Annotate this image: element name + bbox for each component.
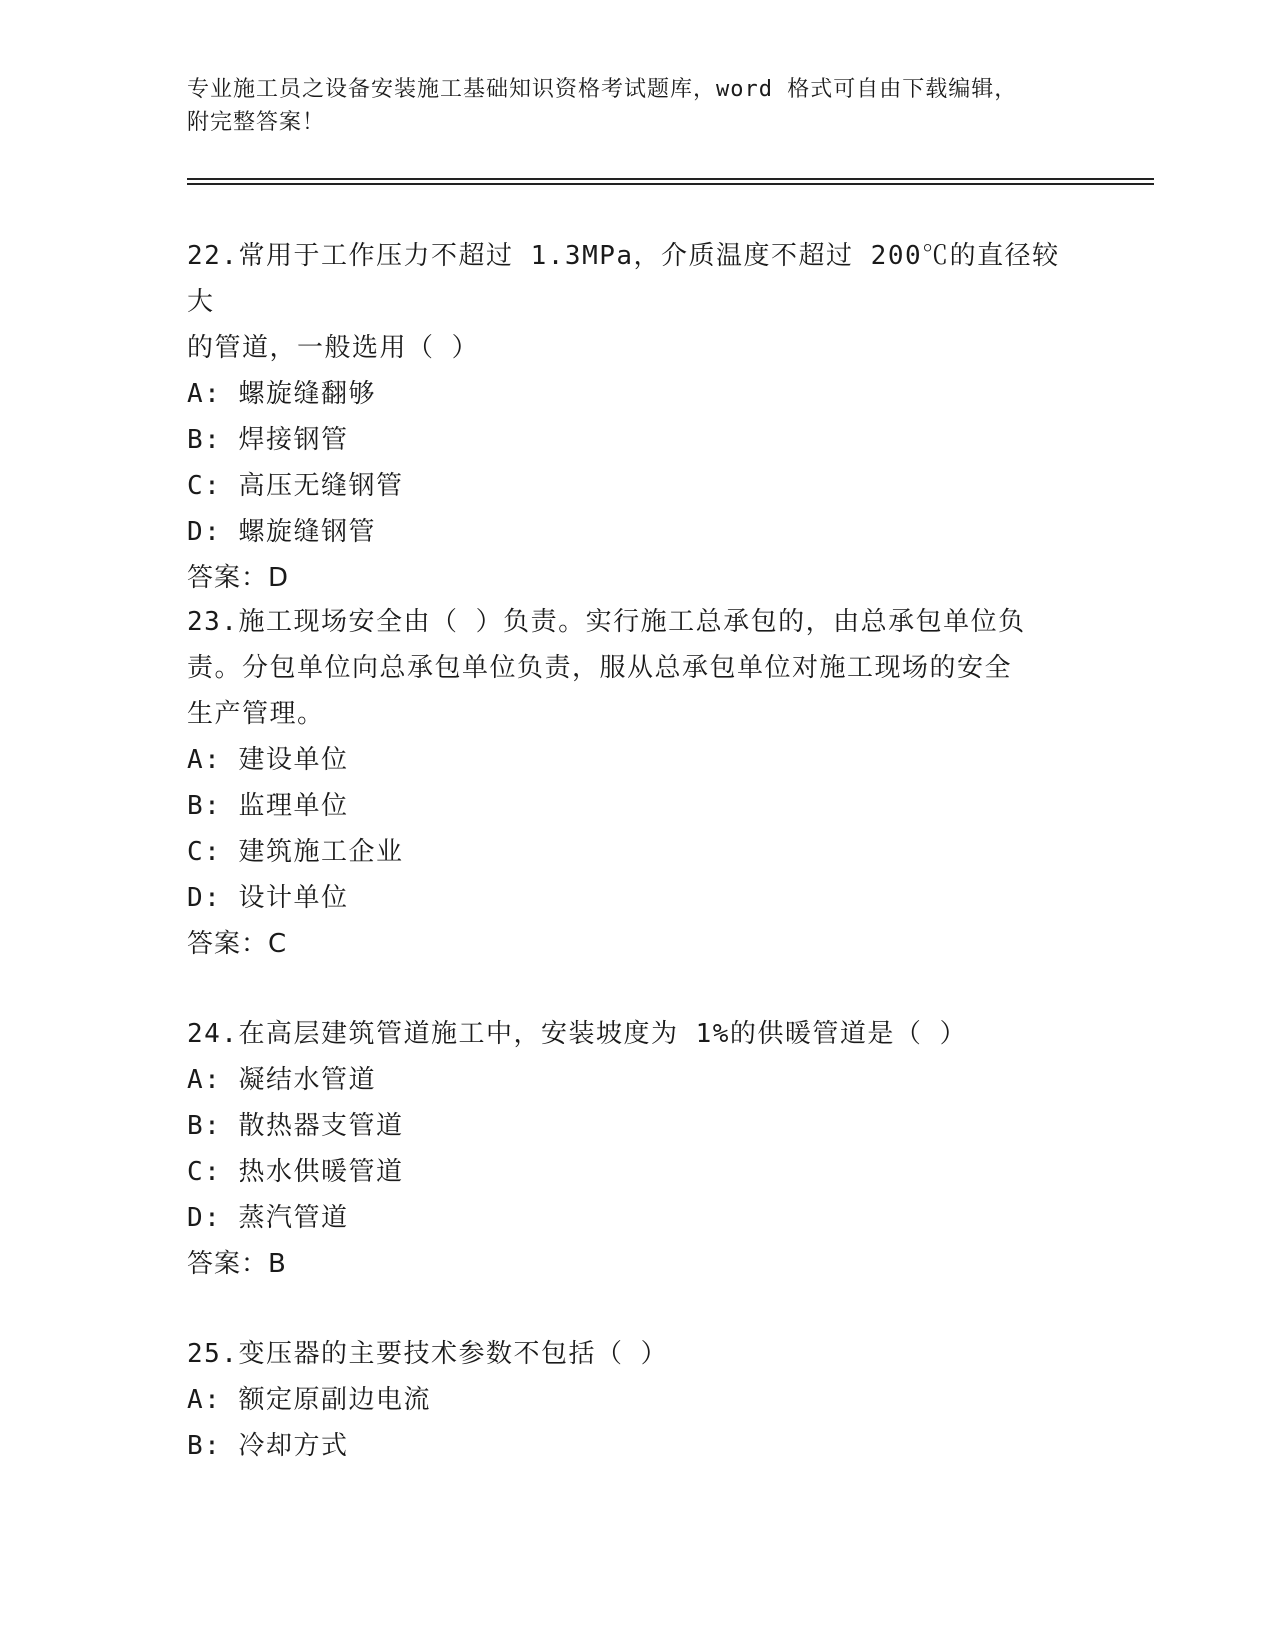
option-d: D: 设计单位 <box>187 883 349 913</box>
option-b: B: 散热器支管道 <box>187 1111 404 1141</box>
header-divider-top <box>187 178 1154 180</box>
option-c: C: 建筑施工企业 <box>187 837 404 867</box>
question-24 <box>187 1011 1087 1287</box>
question-25 <box>187 1331 1087 1469</box>
question-stem: 23.施工现场安全由（ ）负责。实行施工总承包的，由总承包单位负 责。分包单位向总承包单位负责，服从总承包单位对施工现场的安全 生产管理。 <box>187 607 1026 729</box>
option-c: C: 高压无缝钢管 <box>187 471 404 501</box>
option-b: B: 焊接钢管 <box>187 425 349 455</box>
option-a: A: 额定原副边电流 <box>187 1385 431 1415</box>
option-b: B: 冷却方式 <box>187 1431 349 1461</box>
answer: 答案：C <box>187 929 288 959</box>
question-stem: 25.变压器的主要技术参数不包括（ ） <box>187 1339 669 1369</box>
document-header: 专业施工员之设备安装施工基础知识资格考试题库，word 格式可自由下载编辑， 附完整答案！ <box>187 77 1018 135</box>
option-d: D: 螺旋缝钢管 <box>187 517 376 547</box>
option-a: A: 螺旋缝翻够 <box>187 379 376 409</box>
option-a: A: 凝结水管道 <box>187 1065 376 1095</box>
option-c: C: 热水供暖管道 <box>187 1157 404 1187</box>
question-stem: 24.在高层建筑管道施工中，安装坡度为 1%的供暖管道是（ ） <box>187 1019 968 1049</box>
option-d: D: 蒸汽管道 <box>187 1203 349 1233</box>
question-stem: 22.常用于工作压力不超过 1.3MPa，介质温度不超过 200℃的直径较大 的管道，一般选用（ ） <box>187 241 1060 363</box>
option-a: A: 建设单位 <box>187 745 349 775</box>
option-b: B: 监理单位 <box>187 791 349 821</box>
answer: 答案：D <box>187 563 290 593</box>
question-22 <box>187 233 1087 601</box>
answer: 答案：B <box>187 1249 287 1279</box>
question-23 <box>187 599 1087 967</box>
header-divider-bottom <box>187 183 1154 185</box>
